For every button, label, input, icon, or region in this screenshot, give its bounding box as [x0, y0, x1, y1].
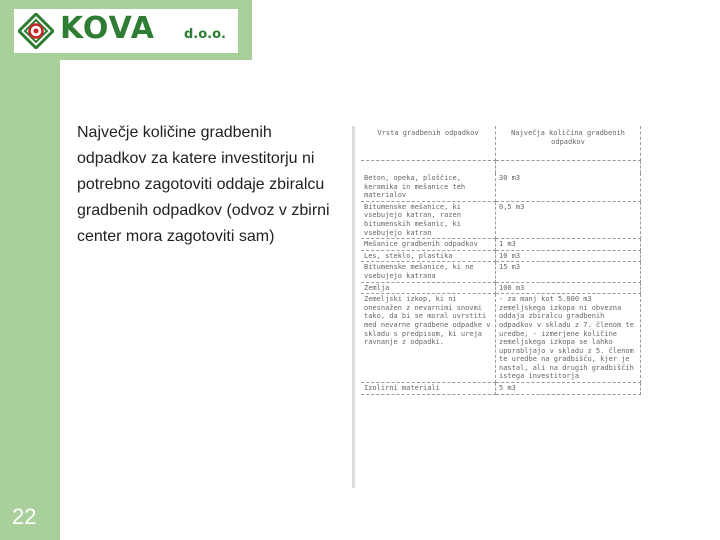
max-amount-cell: 100 m3 — [496, 282, 641, 294]
table-row — [361, 239, 641, 251]
waste-table-image — [352, 126, 641, 488]
table-row — [361, 294, 641, 383]
table-row — [361, 262, 641, 282]
waste-type-cell: Bitumenske mešanice, ki ne vsebujejo katrana — [361, 262, 496, 282]
table-header-row — [361, 126, 641, 161]
max-amount-cell: 30 m3 — [496, 173, 641, 201]
waste-type-cell: Beton, opeka, ploščice, keramika in mešanice teh materialov — [361, 173, 496, 201]
table-row — [361, 250, 641, 262]
page-number: 22 — [12, 504, 37, 529]
waste-type-cell: Zemeljski izkop, ki ni onesnažen z nevarnimi snovmi tako, da bi se moral uvrstiti med nevarne gradbene odpadke v skladu s predpisom, ki ureja ravnanje z odpadki. — [361, 294, 496, 383]
sidebar-band — [0, 0, 60, 540]
max-amount-cell: 0,5 m3 — [496, 201, 641, 238]
header-waste-type: Vrsta gradbenih odpadkov — [361, 126, 496, 161]
waste-type-cell: Bitumenske mešanice, ki vsebujejo katran, razen bitumenskih mešanic, ki vsebujejo katran — [361, 201, 496, 238]
table-row — [361, 282, 641, 294]
logo-suffix: d.o.o. — [184, 27, 226, 42]
max-amount-cell: 1 m3 — [496, 239, 641, 251]
header-max-amount: Največja količina gradbenih odpadkov — [496, 126, 641, 161]
waste-type-cell: Zemlja — [361, 282, 496, 294]
max-amount-cell: 15 m3 — [496, 262, 641, 282]
company-logo — [14, 9, 238, 53]
logo-emblem-icon — [18, 13, 54, 49]
page-title: Največje količine gradbenih odpadkov za katere investitorju ni potrebno zagotoviti oddaje zbiralcu gradbenih odpadkov (odvoz v zbirni center mora zagotoviti sam) — [77, 124, 330, 245]
table-row — [361, 383, 641, 395]
waste-type-cell: Izolirni materiali — [361, 383, 496, 395]
table-row — [361, 173, 641, 201]
table-row — [361, 201, 641, 238]
max-amount-cell: 10 m3 — [496, 250, 641, 262]
waste-type-cell: Mešanice gradbenih odpadkov — [361, 239, 496, 251]
waste-type-cell: Les, steklo, plastika — [361, 250, 496, 262]
spacer-row — [361, 161, 641, 174]
waste-table — [361, 126, 641, 395]
max-amount-cell: 5 m3 — [496, 383, 641, 395]
max-amount-cell: - za manj kot 5.000 m3 zemeljskega izkopa ni obvezna oddaja zbiralcu gradbenih odpadkov v skladu z 7. členom te uredbe, - izmerjene količine zemeljskega izkopa se lahko uporabljajo v skladu z 5. členom te uredbe na gradbišču, kjer je nastal, ali na drugih gradbiščih istega investitorja — [496, 294, 641, 383]
logo-brand: KOVA — [60, 11, 155, 46]
